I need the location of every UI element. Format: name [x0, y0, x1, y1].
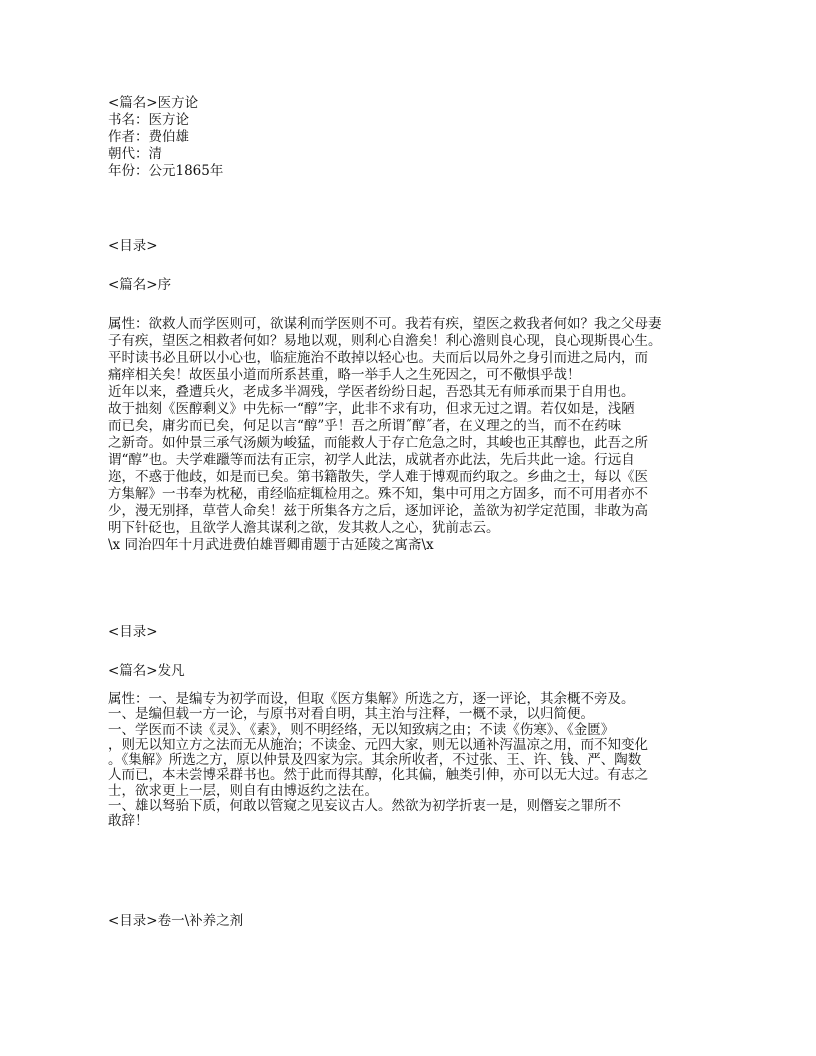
text-line: 平时读书必且研以小心也，临症施治不敢掉以轻心也。夫而后以局外之身引而进之局内，而 — [108, 350, 648, 366]
text-line: ，则无以知立方之法而无从施治；不读金、元四大家，则无以通补泻温凉之用，而不知变化 — [108, 736, 648, 753]
text-line: 人而已，本未尝博采群书也。然于此而得其醇，化其偏，触类引伸，亦可以无大过。有志之 — [108, 767, 648, 784]
text-line: 一、是编但载一方一论，与原书对看自明，其主治与注释，一概不录，以归简便。 — [108, 706, 594, 723]
meta-line: 朝代：清 — [108, 146, 162, 162]
toc-link[interactable] — [108, 624, 158, 641]
toc-link[interactable] — [108, 913, 243, 930]
text-line: 敢辞！ — [108, 813, 149, 829]
text-line: 痛痒相关矣！故医虽小道而所系甚重，略一举手人之生死因之，可不儆惧乎哉！ — [108, 367, 581, 383]
meta-line: <篇名>医方论 — [108, 95, 199, 111]
text-line: 一、学医而不读《灵》、《素》，则不明经络，无以知致病之由；不读《伤寒》、《金匮》 — [108, 721, 615, 738]
text-line: 士，欲求更上一层，则自有由博返约之法在。 — [108, 782, 378, 799]
text-line: 明下针砭也，且欲学人澹其谋利之欲，发其救人之心，犹前志云。 — [108, 520, 500, 536]
text-line: 而已矣，庸劣而已矣，何足以言“醇”乎！吾之所谓˝醇˝者，在义理之的当，而不在药味 — [108, 418, 622, 434]
chapter-title-text: <篇名>发凡 — [108, 663, 185, 679]
meta-line: 年份：公元1865年 — [108, 163, 224, 179]
toc-label[interactable]: <目录> — [108, 238, 158, 254]
text-line: 迩，不惑于他歧，如是而已矣。第书籍散失，学人难于博观而约取之。乡曲之士，每以《医 — [108, 469, 648, 485]
text-line: 属性：欲救人而学医则可，欲谋利而学医则不可。我若有疾，望医之救我者何如？我之父母妻 — [108, 316, 662, 332]
text-line: 近年以来，叠遭兵火，老成多半凋残，学医者纷纷日起，吾恐其无有师承而果于自用也。 — [108, 384, 635, 400]
text-line: 谓“醇”也。夫学难躐等而法有正宗，初学人此法，成就者亦此法，先后共此一途。行远自 — [108, 452, 635, 468]
toc-link[interactable] — [108, 238, 158, 255]
text-line: 方集解》一书奉为枕秘，甫经临症辄检用之。殊不知，集中可用之方固多，而不可用者亦不 — [108, 486, 648, 502]
chapter-title — [108, 277, 171, 294]
toc-label[interactable]: <目录> — [108, 624, 158, 640]
toc-label[interactable]: <目录>卷一\补养之剂 — [108, 913, 244, 929]
text-line: 。《集解》所选之方，原以仲景及四家为宗。其余所收者，不过张、王、许、钱、严、陶数 — [108, 752, 642, 768]
text-line: \x 同治四年十月武进费伯雄晋卿甫题于古延陵之寓斋\x — [108, 537, 434, 553]
text-line: 少，漫无别择，草菅人命矣！兹于所集各方之后，逐加评论，盖欲为初学定范围，非敢为高 — [108, 503, 648, 519]
text-line: 子有疾，望医之相救者何如？易地以观，则利心自澹矣！利心澹则良心现，良心现斯畏心生。 — [108, 333, 662, 349]
chapter-title — [108, 663, 185, 680]
meta-line: 作者：费伯雄 — [108, 129, 189, 145]
fanli-body — [108, 692, 648, 829]
preface-body — [108, 316, 662, 554]
metadata-block — [108, 95, 223, 180]
meta-line: 书名：医方论 — [108, 112, 189, 128]
text-line: 属性：一、是编专为初学而设，但取《医方集解》所选之方，逐一评论，其余概不旁及。 — [108, 691, 635, 707]
chapter-title-text: <篇名>序 — [108, 277, 172, 293]
text-line: 一、雄以驽骀下质，何敢以管窥之见妄议古人。然欲为初学折衷一是，则僭妄之罪所不 — [108, 797, 621, 814]
text-line: 之新奇。如仲景三承气汤颇为峻猛，而能救人于存亡危急之时，其峻也正其醇也，此吾之所 — [108, 435, 648, 451]
text-line: 故于拙刻《医醇剩义》中先标一“醇”字，此非不求有功，但求无过之谓。若仅如是，浅陋 — [108, 401, 635, 417]
